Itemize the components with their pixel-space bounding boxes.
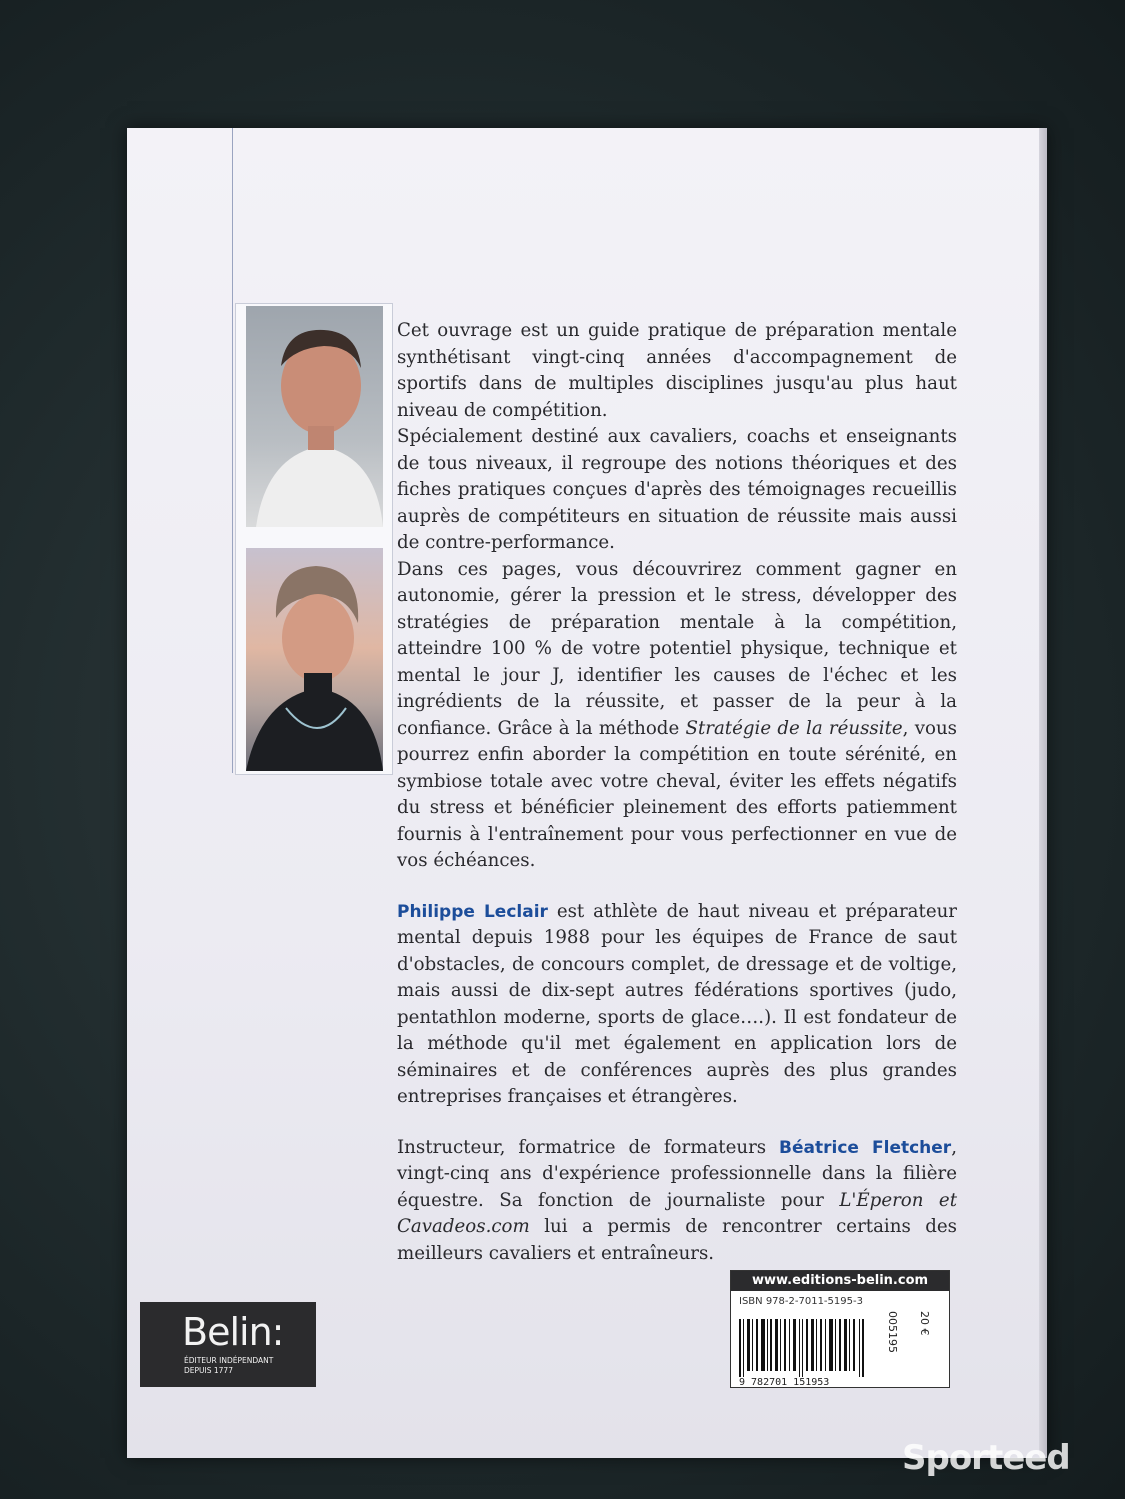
book-edge [1039, 128, 1047, 1458]
intro-paragraph-1: Cet ouvrage est un guide pratique de préparation mentale synthétisant vingt-cinq années d'accompagnement de sportifs dans de multiples disciplines jusqu'au plus haut niveau de compétition. [397, 320, 957, 421]
book-back-cover [127, 128, 1047, 1458]
author2-bio: Instructeur, formatrice de formateurs Béatrice Fletcher, vingt-cinq ans d'expérience professionnelle dans la filière équestre. Sa fonction de journaliste pour L'Éperon et Cavadeos.com lui a permis de rencontrer certains des meilleurs cavaliers et entraîneurs. [397, 1136, 957, 1264]
barcode-image [739, 1319, 867, 1377]
author2-name: Béatrice Fletcher [779, 1137, 952, 1158]
woman-portrait-image [246, 548, 383, 771]
barcode-number: 9 782701 151953 [739, 1377, 830, 1388]
product-code: 005195 [886, 1311, 899, 1353]
author-photo-panel [235, 303, 393, 775]
sporteed-watermark: Sporteed [902, 1438, 1070, 1478]
method-title: Stratégie de la réussite [685, 717, 903, 739]
publisher-url: www.editions-belin.com [731, 1271, 949, 1291]
intro-paragraph-3: Dans ces pages, vous découvrirez comment gagner en autonomie, gérer la pression et le stress, développer des stratégies de préparation mentale à la compétition, atteindre 100 % de votre potentiel physique, technique et mental le jour J, identifier les causes de l'échec et les ingrédients de la réussite, et passer de la peur à la confiance. Grâce à la méthode Stratégie de la réussite, vous pourrez enfin aborder la compétition en toute sérénité, en symbiose totale avec votre cheval, éviter les effets négatifs du stress et bénéficier pleinement des efforts patiemment fournis à l'entraînement pour vous perfectionner en vue de vos échéances. [397, 558, 957, 871]
belin-logo [140, 1302, 316, 1387]
belin-logo-word: Belin: [182, 1310, 284, 1354]
back-cover-text [397, 318, 957, 1267]
magazine-title: L'Éperon et Cavadeos.com [397, 1189, 957, 1237]
isbn-barcode-box [730, 1270, 950, 1388]
intro-paragraph-2: Spécialement destiné aux cavaliers, coachs et enseignants de tous niveaux, il regroupe des notions théoriques et des fiches pratiques conçues d'après des témoignages recueillis auprès de compétiteurs en situation de réussite mais aussi de contre-performance. [397, 426, 957, 553]
author1-bio: Philippe Leclair est athlète de haut niveau et préparateur mental depuis 1988 pour les équipes de France de saut d'obstacles, de concours complet, de dressage et de voltige, mais aussi de dix-sept autres fédérations sportives (judo, pentathlon moderne, sports de glace….). Il est fondateur de la méthode qu'il met également en application lors de séminaires et de conférences auprès des plus grandes entreprises françaises et étrangères. [397, 900, 958, 1107]
author-photo-philippe-leclair [246, 306, 383, 527]
belin-logo-subtitle: ÉDITEUR INDÉPENDANT DEPUIS 1777 [184, 1356, 274, 1375]
price: 20 € [918, 1311, 931, 1336]
isbn-number: ISBN 978-2-7011-5195-3 [739, 1296, 863, 1307]
author-photo-beatrice-fletcher [246, 548, 383, 771]
vertical-rule [232, 128, 233, 773]
man-portrait-image [246, 306, 383, 527]
author1-name: Philippe Leclair [397, 901, 548, 922]
